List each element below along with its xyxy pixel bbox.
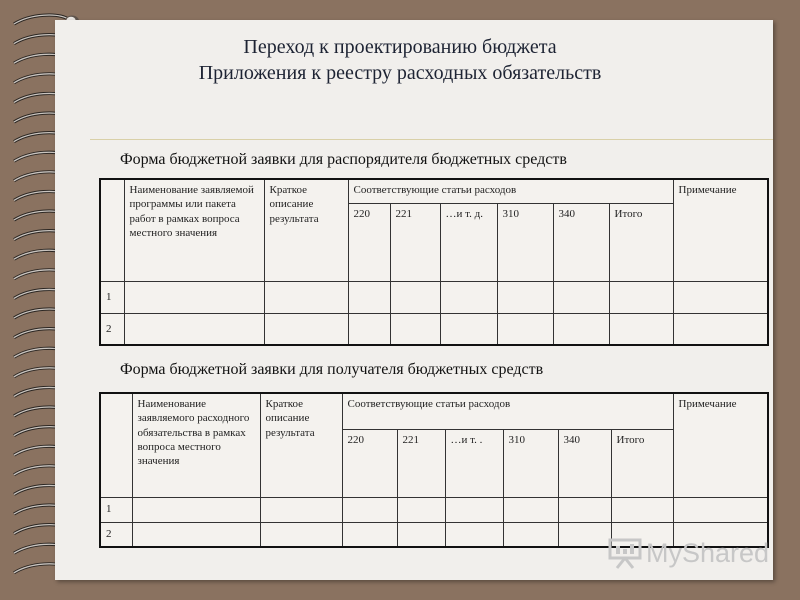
- form1-header-name: Наименование заявляемой программы или пакета работ в рамках вопроса местного значения: [124, 179, 264, 281]
- form1-cell: [609, 281, 673, 313]
- form2-header-name: Наименование заявляемого расходного обязательства в рамках вопроса местного значения: [132, 393, 260, 497]
- form2-header-description: Краткое описание результата: [260, 393, 342, 497]
- form1-cell: [553, 281, 609, 313]
- form1-cell: [497, 313, 553, 345]
- form2-table: [99, 392, 769, 548]
- form1-table: [99, 178, 769, 346]
- form1-cell: [124, 281, 264, 313]
- form1-article-code: 220: [348, 203, 390, 281]
- form2-cell: [673, 497, 768, 522]
- form2-cell: [611, 497, 673, 522]
- form1-article-code: 221: [390, 203, 440, 281]
- form1-header-articles: Соответствующие статьи расходов: [348, 179, 673, 203]
- form1-caption: Форма бюджетной заявки для распорядителя бюджетных средств: [120, 151, 567, 168]
- presentation-board-icon: [608, 537, 642, 569]
- form1-article-code: 340: [553, 203, 609, 281]
- form2-cell: [132, 522, 260, 547]
- form2-cell: [342, 497, 397, 522]
- form1-row-number: 1: [100, 281, 124, 313]
- form1-cell: [553, 313, 609, 345]
- form2-corner-cell: [100, 393, 132, 497]
- form1-cell: [440, 281, 497, 313]
- form2-cell: [260, 497, 342, 522]
- watermark: [608, 536, 769, 570]
- form2-row-number: 2: [100, 522, 132, 547]
- form2-row-number: 1: [100, 497, 132, 522]
- form2-cell: [342, 522, 397, 547]
- form1-header-description: Краткое описание результата: [264, 179, 348, 281]
- form2-header-articles: Соответствующие статьи расходов: [342, 393, 673, 429]
- form2-cell: [260, 522, 342, 547]
- form2-cell: [445, 497, 503, 522]
- form2-article-code: 310: [503, 429, 558, 497]
- form1-cell: [264, 313, 348, 345]
- form2-header-note: Примечание: [673, 393, 768, 497]
- form2-cell: [445, 522, 503, 547]
- slide-title-line2: Приложения к реестру расходных обязательств: [198, 62, 602, 84]
- form1-cell: [124, 313, 264, 345]
- form1-cell: [390, 313, 440, 345]
- form1-cell: [497, 281, 553, 313]
- form1-article-code: …и т. д.: [440, 203, 497, 281]
- form2-article-code: 340: [558, 429, 611, 497]
- form2-cell: [503, 522, 558, 547]
- table-row: [100, 497, 768, 522]
- form1-cell: [673, 313, 768, 345]
- form1-cell: [390, 281, 440, 313]
- divider-line: [90, 139, 773, 140]
- form1-corner-cell: [100, 179, 124, 281]
- form1-header-note: Примечание: [673, 179, 768, 281]
- form1-cell: [348, 281, 390, 313]
- form2-cell: [132, 497, 260, 522]
- form2-article-code: Итого: [611, 429, 673, 497]
- form1-article-code: Итого: [609, 203, 673, 281]
- form2-cell: [503, 497, 558, 522]
- table-row: [100, 281, 768, 313]
- form1-cell: [264, 281, 348, 313]
- form1-row-number: 2: [100, 313, 124, 345]
- form1-article-code: 310: [497, 203, 553, 281]
- form2-article-code: …и т. .: [445, 429, 503, 497]
- watermark-text: MyShared: [646, 537, 770, 568]
- form2-cell: [558, 497, 611, 522]
- form1-cell: [673, 281, 768, 313]
- form2-cell: [397, 497, 445, 522]
- form1-cell: [440, 313, 497, 345]
- form1-cell: [348, 313, 390, 345]
- form2-article-code: 221: [397, 429, 445, 497]
- form2-caption: Форма бюджетной заявки для получателя бюджетных средств: [120, 361, 544, 378]
- slide-title-line1: Переход к проектированию бюджета: [243, 36, 557, 58]
- form2-cell: [558, 522, 611, 547]
- table-row: [100, 313, 768, 345]
- form2-article-code: 220: [342, 429, 397, 497]
- form1-cell: [609, 313, 673, 345]
- form2-cell: [397, 522, 445, 547]
